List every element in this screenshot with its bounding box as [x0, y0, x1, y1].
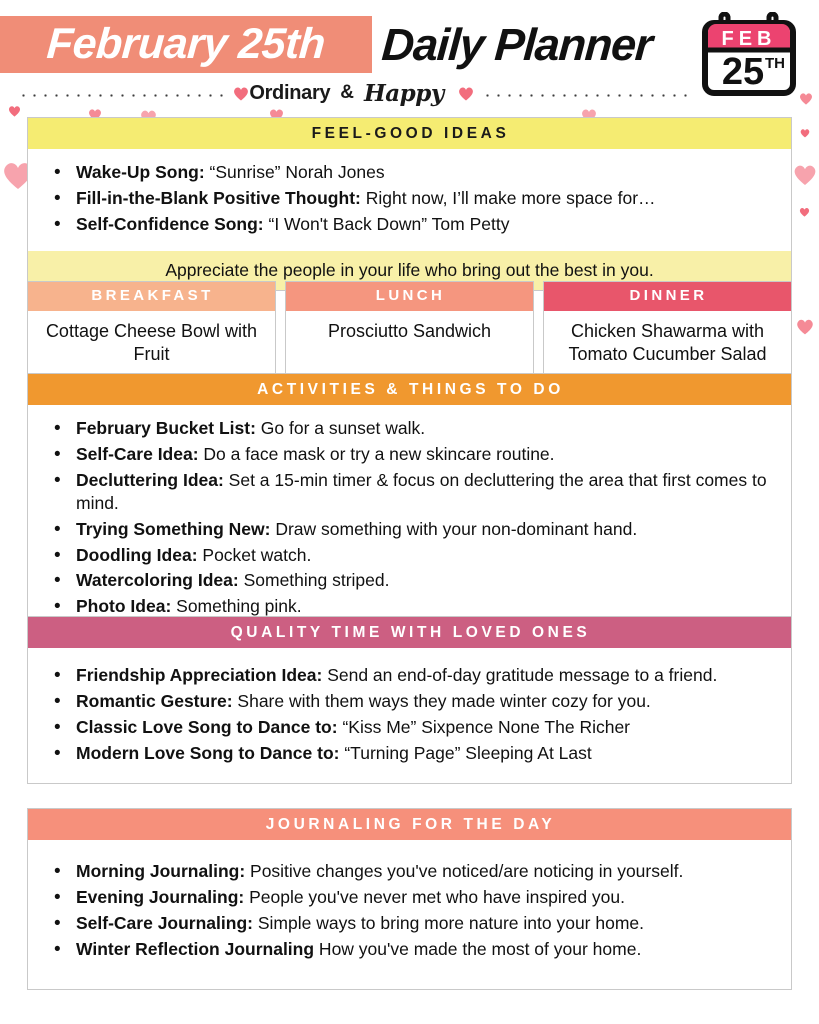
brand-name-first: Ordinary	[249, 81, 331, 104]
meal-card-lunch	[285, 281, 534, 378]
planner-title: Daily Planner	[380, 19, 654, 70]
item-text: Right now, I’ll make more space for…	[360, 188, 656, 209]
journaling-heading: JOURNALING FOR THE DAY	[28, 809, 791, 840]
list-item	[74, 544, 777, 567]
feel-good-list	[28, 149, 791, 250]
meals-row	[27, 281, 792, 378]
list-item	[74, 213, 777, 236]
item-label: Decluttering Idea:	[76, 469, 224, 490]
item-text: People you've never met who have inspired you.	[244, 887, 626, 908]
heart-icon	[458, 86, 474, 101]
item-label: Morning Journaling:	[76, 861, 246, 882]
item-label: Fill-in-the-Blank Positive Thought:	[76, 188, 361, 209]
meal-heading: LUNCH	[286, 282, 533, 311]
item-label: Modern Love Song to Dance to:	[76, 742, 340, 763]
heart-icon	[793, 163, 817, 186]
activities-heading: ACTIVITIES & THINGS TO DO	[28, 374, 791, 405]
feel-good-heading: FEEL-GOOD IDEAS	[28, 118, 791, 149]
calendar-suffix-label: TH	[765, 55, 785, 72]
list-item	[74, 187, 777, 210]
item-text: Simple ways to bring more nature into your home.	[252, 912, 644, 933]
item-text: “I Won't Back Down” Tom Petty	[263, 213, 510, 234]
list-item	[74, 443, 777, 466]
heart-icon	[800, 128, 810, 138]
item-label: Photo Idea:	[76, 596, 172, 617]
item-text: Draw something with your non-dominant hand.	[270, 518, 638, 539]
page-header	[0, 0, 819, 108]
list-item	[74, 886, 777, 909]
item-label: Wake-Up Song:	[76, 162, 205, 183]
meal-heading: DINNER	[544, 282, 791, 311]
item-text: Do a face mask or try a new skincare routine.	[198, 444, 555, 465]
activities-list	[28, 405, 791, 633]
meal-text: Chicken Shawarma with Tomato Cucumber Salad	[568, 320, 767, 364]
list-item	[74, 664, 777, 687]
meal-text: Prosciutto Sandwich	[327, 320, 492, 341]
item-text: Set a 15-min timer & focus on decluttering the area that first comes to mind.	[76, 469, 767, 514]
item-label: Trying Something New:	[76, 518, 271, 539]
brand-ampersand: &	[333, 82, 361, 104]
list-item	[74, 742, 777, 765]
item-text: Pocket watch.	[197, 544, 312, 565]
item-label: Friendship Appreciation Idea:	[76, 665, 323, 686]
item-label: Self-Care Journaling:	[76, 912, 253, 933]
brand-logo	[249, 80, 443, 107]
item-text: Go for a sunset walk.	[255, 418, 426, 439]
item-label: Watercoloring Idea:	[76, 570, 239, 591]
meal-card-breakfast	[27, 281, 276, 378]
list-item	[74, 938, 777, 961]
quality-time-heading: QUALITY TIME WITH LOVED ONES	[28, 617, 791, 648]
item-text: “Sunrise” Norah Jones	[204, 162, 385, 183]
item-label: Doodling Idea:	[76, 544, 198, 565]
item-text: Share with them ways they made winter cozy for you.	[232, 691, 651, 712]
item-text: Something striped.	[238, 570, 390, 591]
quality-time-section	[27, 616, 792, 784]
item-label: February Bucket List:	[76, 418, 256, 439]
affirmation-banner: Appreciate the people in your life who bring out the best in you.	[28, 251, 791, 291]
journaling-section	[27, 808, 792, 990]
item-text: How you've made the most of your home.	[314, 938, 642, 959]
calendar-day-label: 25	[721, 51, 765, 93]
meal-heading: BREAKFAST	[28, 282, 275, 311]
list-item	[74, 860, 777, 883]
item-text: “Kiss Me” Sixpence None The Richer	[337, 716, 631, 737]
item-text: Something pink.	[171, 596, 302, 617]
item-label: Classic Love Song to Dance to:	[76, 716, 338, 737]
item-label: Self-Care Idea:	[76, 444, 199, 465]
list-item	[74, 912, 777, 935]
page-title: February 25th	[45, 20, 327, 68]
item-label: Evening Journaling:	[76, 887, 245, 908]
item-text: Positive changes you've noticed/are noticing in yourself.	[245, 861, 684, 882]
list-item	[74, 417, 777, 440]
meal-text: Cottage Cheese Bowl with Fruit	[45, 320, 258, 364]
item-text: Send an end-of-day gratitude message to a friend.	[322, 665, 718, 686]
item-label: Self-Confidence Song:	[76, 213, 264, 234]
list-item	[74, 469, 777, 516]
list-item	[74, 518, 777, 541]
dotted-line-right	[482, 94, 689, 97]
list-item	[74, 595, 777, 618]
heart-icon	[796, 318, 814, 335]
activities-section	[27, 373, 792, 634]
item-label: Winter Reflection Journaling	[76, 938, 315, 959]
heart-icon	[233, 86, 249, 101]
quality-time-list	[28, 648, 791, 783]
feel-good-section	[27, 117, 792, 291]
list-item	[74, 716, 777, 739]
list-item	[74, 690, 777, 713]
dotted-line-left	[18, 94, 225, 97]
list-item	[74, 569, 777, 592]
list-item	[74, 161, 777, 184]
item-text: “Turning Page” Sleeping At Last	[339, 742, 592, 763]
brand-divider	[0, 80, 819, 106]
date-title-banner	[0, 16, 372, 73]
journaling-list	[28, 840, 791, 989]
item-label: Romantic Gesture:	[76, 691, 233, 712]
calendar-month-label: FEB	[721, 28, 777, 50]
meal-card-dinner	[543, 281, 792, 378]
heart-icon	[799, 207, 810, 217]
brand-name-second: Happy	[364, 79, 444, 107]
